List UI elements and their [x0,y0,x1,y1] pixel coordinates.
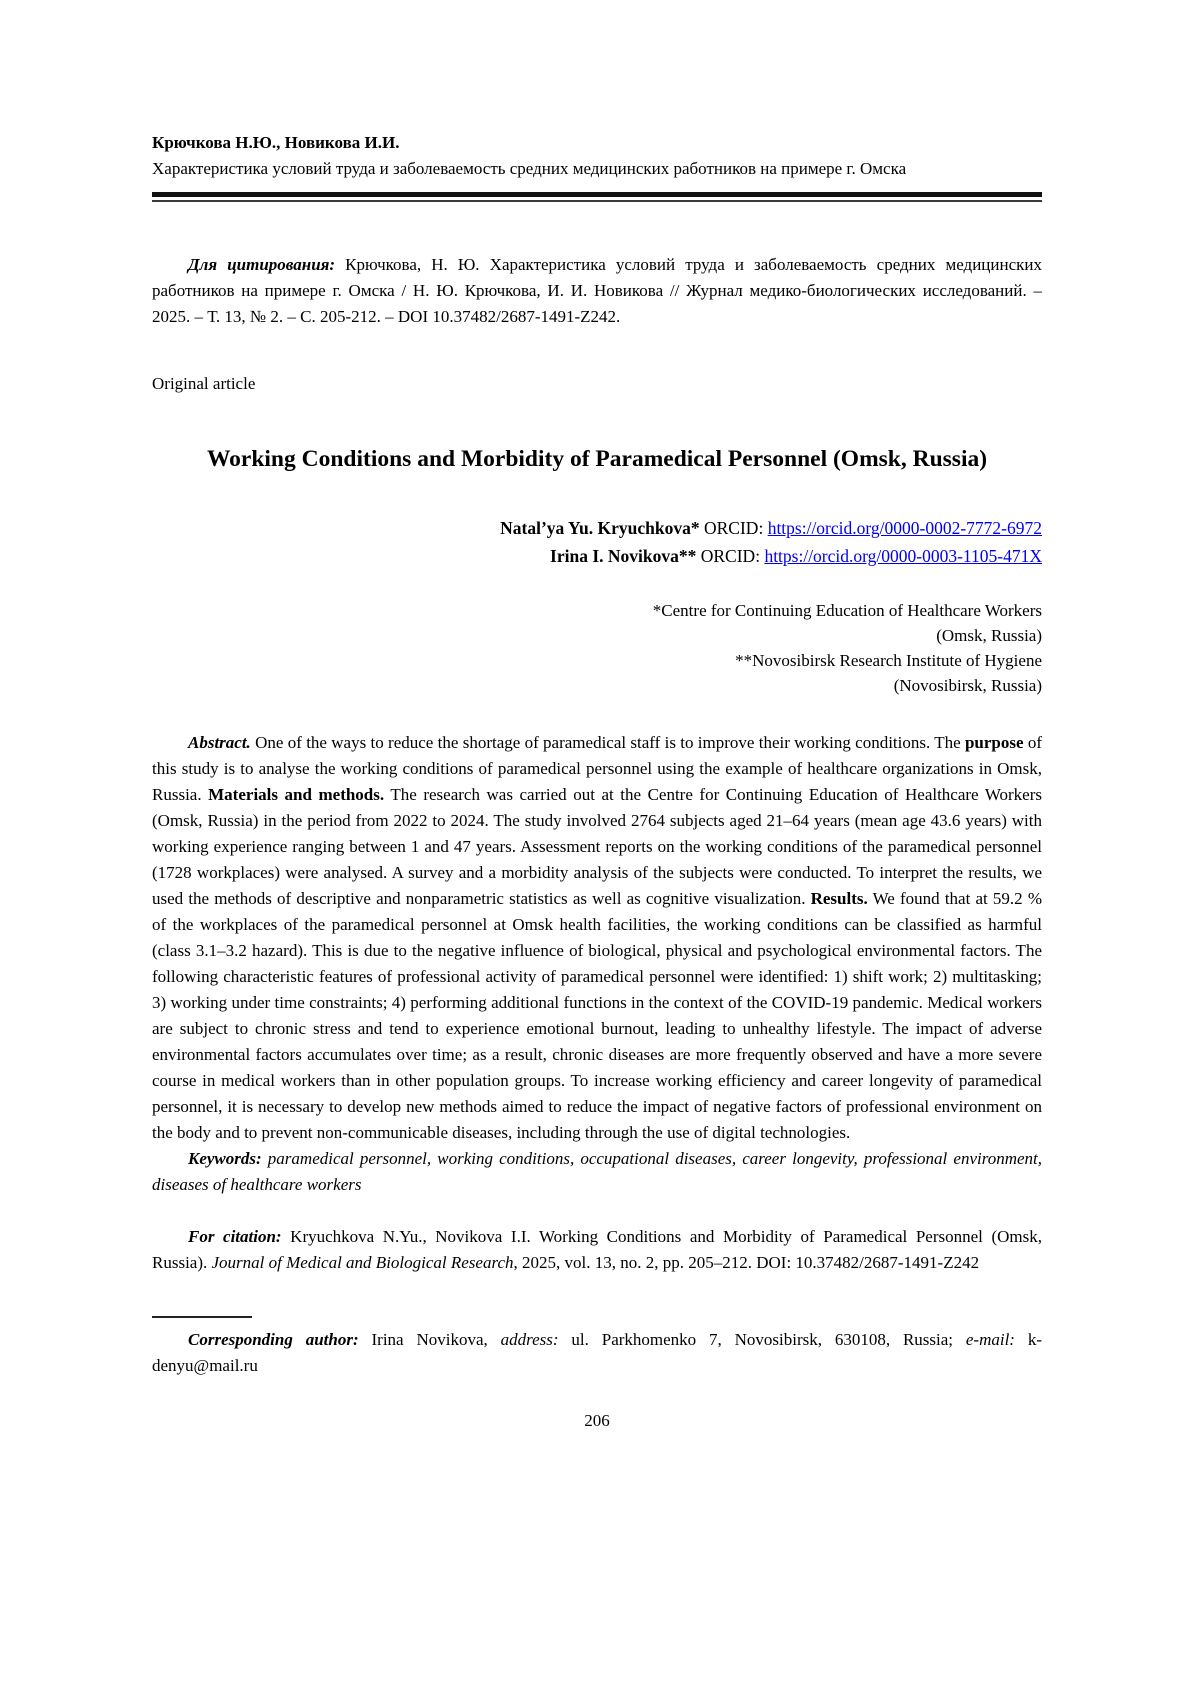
header-divider [152,192,1042,202]
article-title: Working Conditions and Morbidity of Paramedical Personnel (Omsk, Russia) [206,446,988,472]
orcid-label: ORCID: [699,518,768,538]
affiliation-line: (Novosibirsk, Russia) [893,676,1042,695]
keywords-paragraph [152,1146,1042,1198]
author-line [152,542,1042,570]
header-divider-thick-line [152,192,1042,197]
running-header-title: Характеристика условий труда и заболеваемость средних медицинских работников на примере г. Омска [152,159,907,178]
email-text: k-denyu@mail.ru [152,1330,1042,1375]
header-divider-thin-line [152,200,1042,202]
article-type-label: Original article [152,374,256,393]
for-citation-paragraph [152,1224,1042,1276]
affiliation-line: **Novosibirsk Research Institute of Hygiene [735,651,1042,670]
for-citation-text: Kryuchkova N.Yu., Novikova I.I. Working Conditions and Morbidity of Paramedical Personnel (Omsk, Russia). [152,1227,1042,1272]
orcid-link[interactable]: https://orcid.org/0000-0002-7772-6972 [767,518,1042,538]
affiliation-line: (Omsk, Russia) [936,626,1042,645]
abstract-text: The research was carried out at the Centre for Continuing Education of Healthcare Workers (Omsk, Russia) in the period from 2022 to 2024. The study involved 2764 subjects aged 21–64 years (mean age 43.6 years) with working experience ranging between 1 and 47 years. Assessment reports on the working conditions of the paramedical personnel (1728 workplaces) were analysed. A survey and a morbidity analysis of the subjects were conducted. To interpret the results, we used the methods of descriptive and nonparametric statistics as well as cognitive visualization. [152,785,1043,908]
for-citation-text: , 2025, vol. 13, no. 2, pp. 205–212. DOI: 10.37482/2687-1491-Z242 [513,1253,980,1272]
abstract-text: One of the ways to reduce the shortage of paramedical staff is to improve their working conditions. The [250,733,965,752]
address-text: ul. Parkhomenko 7, Novosibirsk, 630108, Russia; [558,1330,966,1349]
abstract-text: We found that at 59.2 % of the workplaces of the paramedical personnel at Omsk health facilities, the working conditions can be classified as harmful (class 3.1–3.2 hazard). This is due to the negative influence of biological, physical and psychological environmental factors. The following characteristic features of professional activity of paramedical personnel were identified: 1) shift work; 2) multitasking; 3) working under time constraints; 4) performing additional functions in the context of the COVID-19 pandemic. Medical workers are subject to chronic stress and tend to experience emotional burnout, leading to unhealthy lifestyle. The impact of adverse environmental factors accumulates over time; as a result, chronic diseases are more frequently observed and have a more severe course in medical workers than in other population groups. To increase working efficiency and career longevity of paramedical personnel, it is necessary to develop new methods aimed to reduce the impact of negative factors of professional environment on the body and to prevent non-communicable diseases, including through the use of digital technologies. [152,889,1042,1142]
author-line [152,514,1042,542]
corresponding-author-paragraph [152,1327,1042,1379]
affiliations-block [152,598,1042,698]
abstract-paragraph [152,730,1042,1146]
page-number: 206 [584,1411,610,1430]
abstract-results-label: Results. [810,889,868,908]
corresponding-author-text: Irina Novikova, [358,1330,501,1349]
running-header-authors: Крючкова Н.Ю., Новикова И.И. [152,133,400,152]
authors-block [152,514,1042,570]
for-citation-journal: Journal of Medical and Biological Research [211,1253,514,1272]
citation-ru-label: Для цитирования: [188,255,336,274]
corresponding-author-label: Corresponding author: [188,1330,359,1349]
abstract-methods-label: Materials and methods. [208,785,385,804]
abstract-text: of this study is to analyse the working conditions of paramedical personnel using the example of healthcare organizations in Omsk, Russia. [152,733,1042,804]
address-label: address: [500,1330,559,1349]
affiliation-line: *Centre for Continuing Education of Healthcare Workers [652,601,1042,620]
abstract-purpose-label: purpose [964,733,1024,752]
author-name: Natal’ya Yu. Kryuchkova* [500,518,700,538]
keywords-label: Keywords: [188,1149,262,1168]
keywords-text: paramedical personnel, working conditions, occupational diseases, career longevity, professional environment, diseases of healthcare workers [152,1149,1042,1194]
orcid-link[interactable]: https://orcid.org/0000-0003-1105-471X [764,546,1042,566]
abstract-label: Abstract. [188,733,251,752]
citation-ru-text: Крючкова, Н. Ю. Характеристика условий труда и заболеваемость средних медицинских работников на примере г. Омска / Н. Ю. Крючкова, И. И. Новикова // Журнал медико-биологических исследований. – 2025. – Т. 13, № 2. – С. 205-212. – DOI 10.37482/2687-1491-Z242. [152,255,1042,326]
orcid-label: ORCID: [696,546,765,566]
email-label: e-mail: [965,1330,1015,1349]
citation-ru-paragraph [152,252,1042,330]
author-name: Irina I. Novikova** [550,546,697,566]
running-header [152,130,1042,182]
footnote-divider [152,1316,252,1318]
for-citation-label: For citation: [188,1227,282,1246]
